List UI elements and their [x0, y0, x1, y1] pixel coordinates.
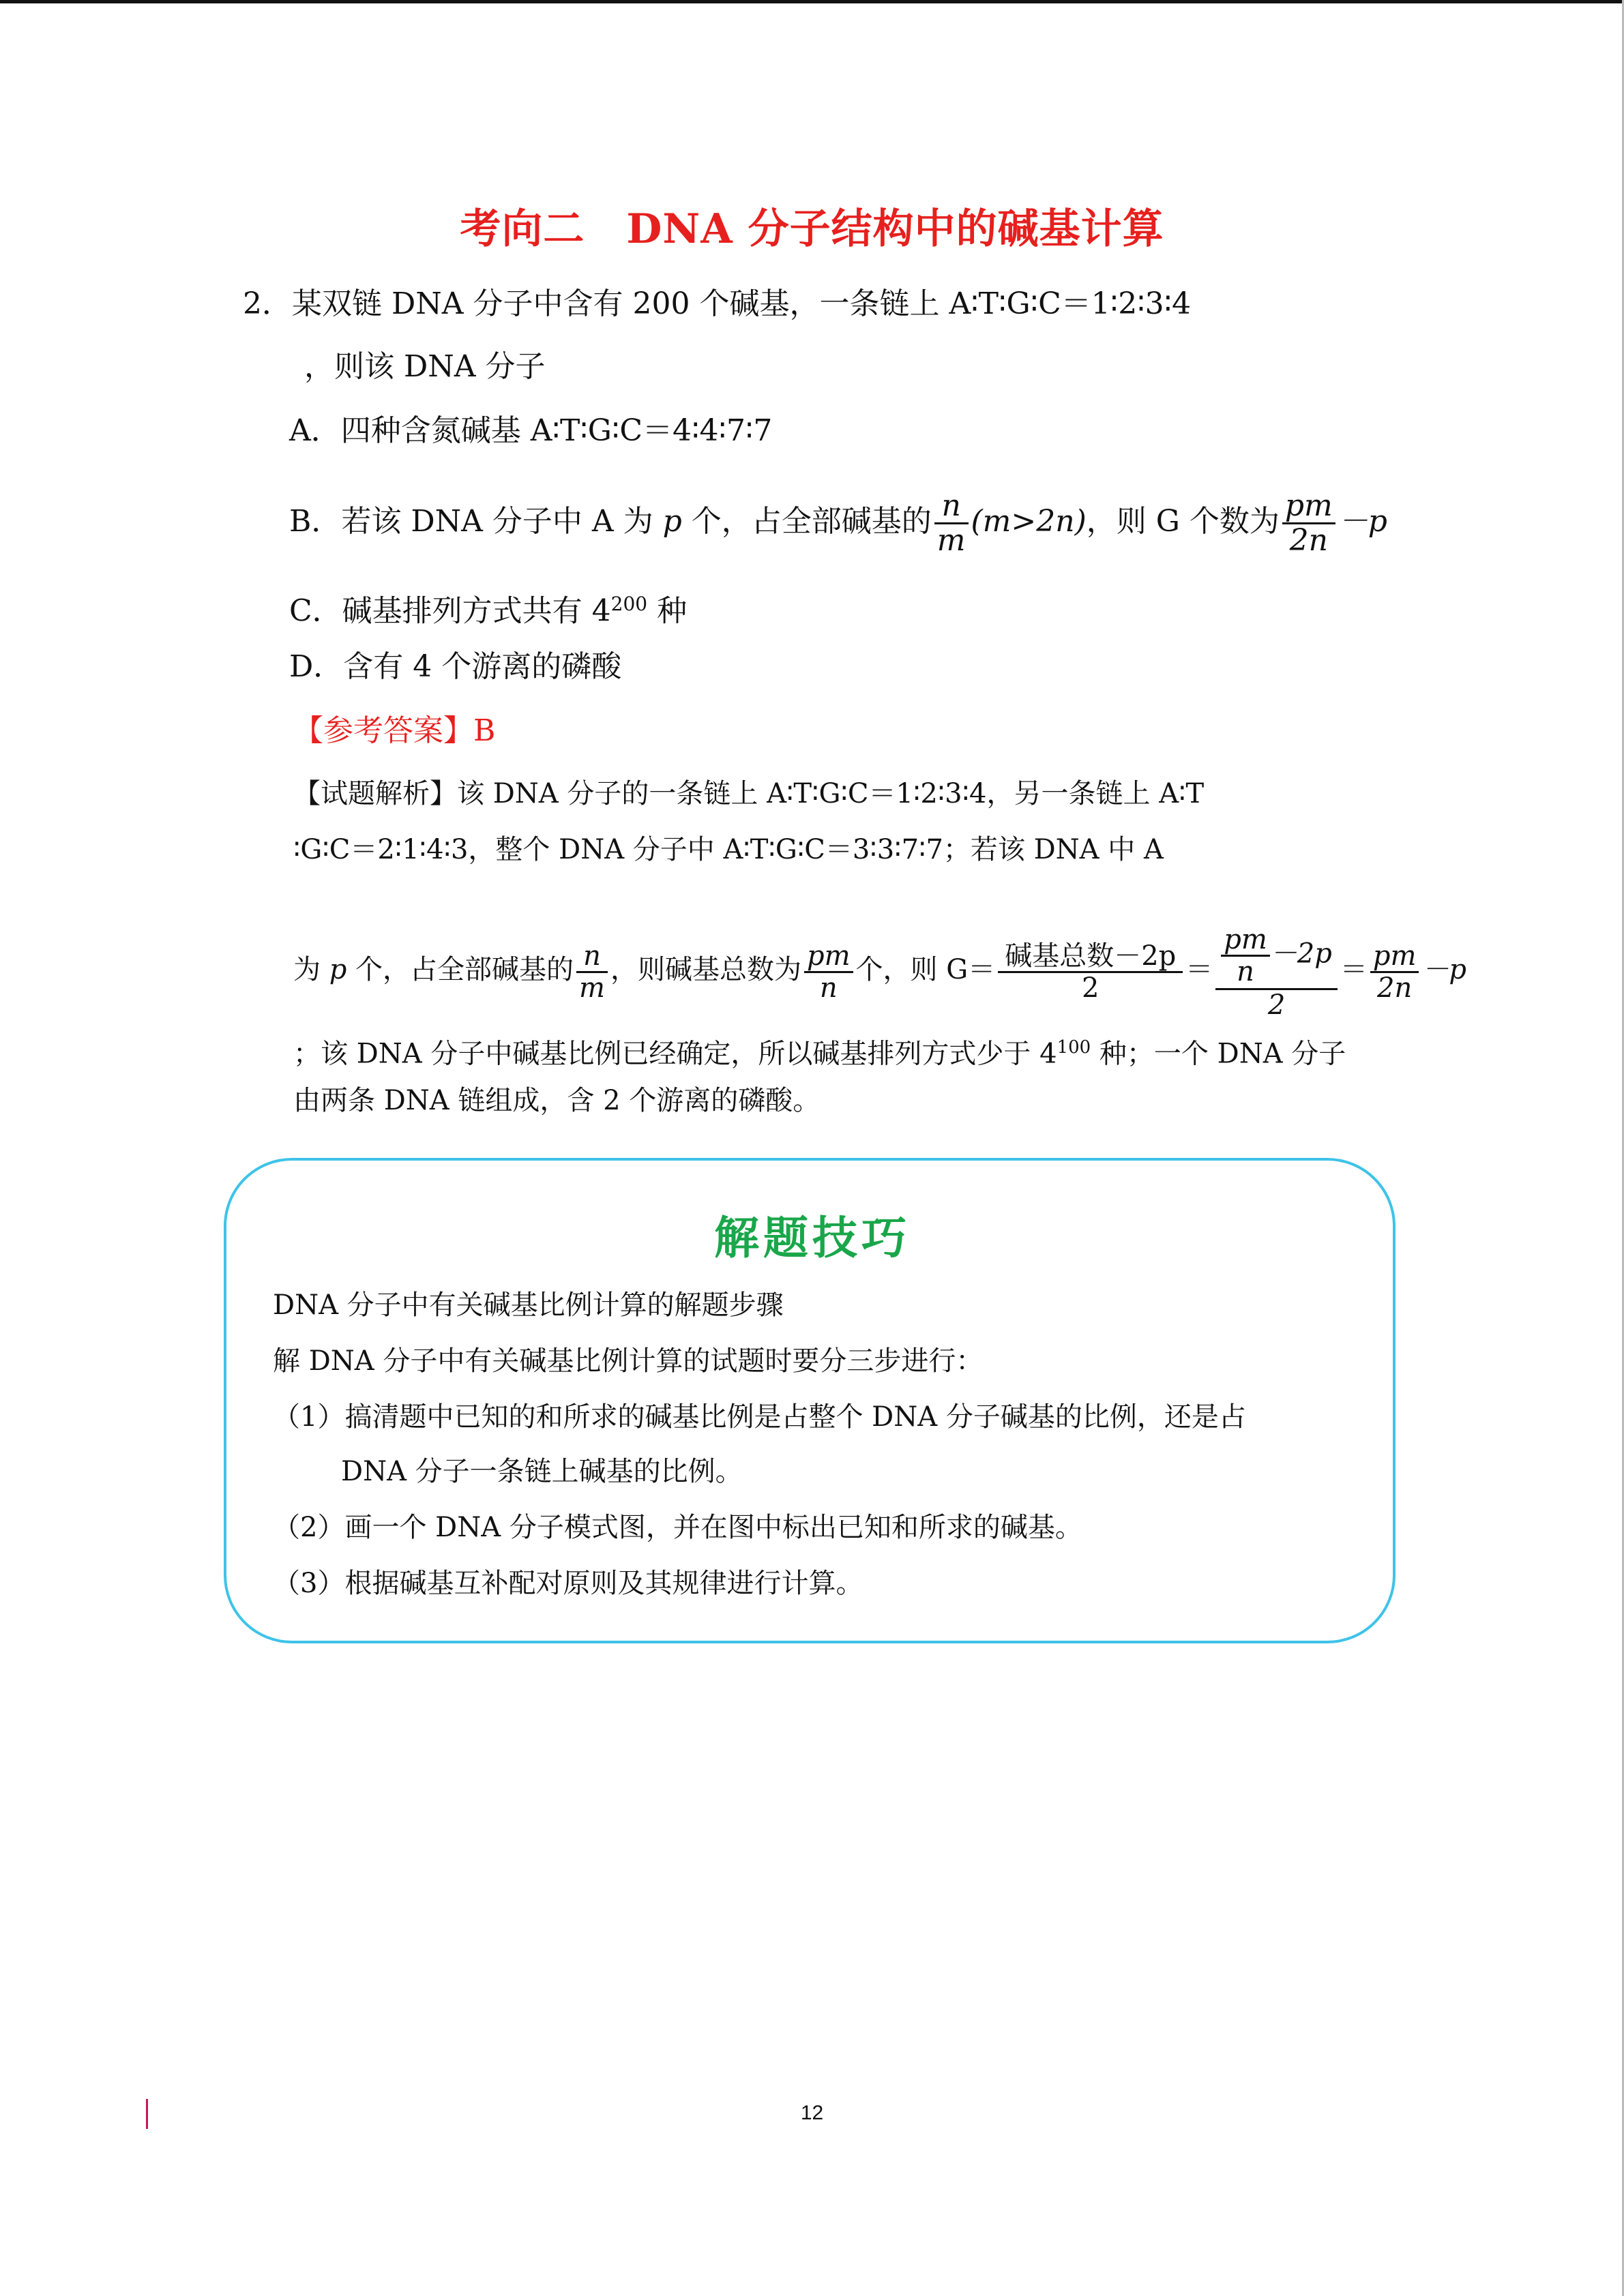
option-b-fraction2-den: 2n: [1289, 523, 1328, 558]
analysis-fraction5: [1370, 941, 1419, 1003]
question-stem-line2: ，则该 DNA 分子: [304, 349, 546, 384]
tips-box: [224, 1158, 1396, 1643]
analysis-fraction4-inner-den: n: [1237, 956, 1254, 987]
option-b-fraction-den: m: [936, 523, 966, 558]
page-number: 12: [800, 2102, 824, 2124]
tips-step3: （3）根据碱基互补配对原则及其规律进行计算。: [273, 1568, 863, 1599]
option-b-pre: B．若该 DNA 分子中 A 为: [289, 504, 663, 539]
analysis-line2: ∶G∶C＝2∶1∶4∶3，整个 DNA 分子中 A∶T∶G∶C＝3∶3∶7∶7；若该 DNA 中 A: [293, 834, 1164, 865]
analysis-line3-pre: 为: [293, 954, 329, 985]
analysis-line3-c: 个，则 G＝: [855, 954, 996, 985]
tips-line1: DNA 分子中有关碱基比例计算的解题步骤: [273, 1289, 784, 1321]
analysis-fraction2: [804, 941, 853, 1003]
analysis-line5: 由两条 DNA 链组成，含 2 个游离的磷酸。: [293, 1085, 821, 1116]
section-heading: 考向二 DNA 分子结构中的碱基计算: [460, 205, 1164, 253]
analysis-line4-pre: ；该 DNA 分子中碱基比例已经确定，所以碱基排列方式少于 4: [293, 1038, 1057, 1070]
tips-step1a: （1）搞清题中已知的和所求的碱基比例是占整个 DNA 分子碱基的比例，还是占: [273, 1401, 1246, 1433]
analysis-line4: [293, 1027, 1346, 1074]
analysis-fraction3: [998, 941, 1183, 1003]
tips-step1b: DNA 分子一条链上碱基的比例。: [341, 1456, 743, 1487]
option-b: [289, 477, 1387, 566]
analysis-fraction1-num: n: [576, 941, 608, 973]
analysis-fraction3-num: 碱基总数－2p: [998, 941, 1183, 973]
analysis-line1: 【试题解析】该 DNA 分子的一条链上 A∶T∶G∶C＝1∶2∶3∶4，另一条链上 A∶T: [293, 778, 1205, 809]
analysis-fraction2-den: n: [819, 972, 838, 1004]
analysis-line4-sup: 100: [1057, 1037, 1091, 1058]
option-b-condition: (m>2n): [971, 504, 1087, 539]
analysis-fraction1: [576, 941, 608, 1003]
analysis-fraction4-tail: －2p: [1269, 938, 1332, 970]
option-c-post: 种: [647, 593, 688, 629]
answer: 【参考答案】B: [293, 713, 496, 748]
analysis-line3-a: 个，占全部碱基的: [346, 954, 574, 985]
tips-line2: 解 DNA 分子中有关碱基比例计算的试题时要分三步进行：: [273, 1345, 984, 1377]
analysis-fraction4: [1215, 923, 1338, 1020]
tips-step2: （2）画一个 DNA 分子模式图，并在图中标出已知和所求的碱基。: [273, 1512, 1082, 1543]
analysis-fraction5-num: pm: [1370, 941, 1419, 973]
analysis-fraction2-num: pm: [804, 941, 853, 973]
option-a: A．四种含氮碱基 A∶T∶G∶C＝4∶4∶7∶7: [289, 413, 773, 448]
option-b-then: ，则 G 个数为: [1086, 504, 1280, 539]
option-b-p: p: [662, 504, 682, 539]
analysis-fraction1-den: m: [579, 972, 605, 1004]
analysis-equals1: ＝: [1185, 954, 1213, 985]
option-b-mid: 个，占全部碱基的: [681, 504, 932, 539]
analysis-fraction4-num: [1215, 923, 1338, 990]
analysis-equals2: ＝: [1340, 954, 1368, 985]
tips-title: 解题技巧: [714, 1211, 911, 1264]
option-c-pre: C．碱基排列方式共有 4: [289, 593, 611, 629]
option-b-fraction: [934, 490, 969, 557]
analysis-fraction5-den: 2n: [1377, 972, 1413, 1004]
analysis-line4-post: 种；一个 DNA 分子: [1091, 1038, 1346, 1070]
analysis-tail: －p: [1421, 954, 1467, 985]
option-c: [289, 584, 687, 632]
analysis-fraction4-den: 2: [1267, 989, 1286, 1021]
option-c-sup: 200: [610, 593, 648, 615]
question-stem-line1: 2．某双链 DNA 分子中含有 200 个碱基，一条链上 A∶T∶G∶C＝1∶2∶3∶4: [243, 286, 1192, 321]
option-b-fraction2-num: pm: [1282, 490, 1335, 524]
option-b-fraction-num: n: [934, 490, 969, 524]
analysis-fraction4-inner: [1221, 925, 1270, 987]
analysis-p: p: [329, 954, 347, 985]
analysis-fraction3-den: 2: [1082, 972, 1099, 1004]
option-b-tail: －p: [1338, 504, 1387, 539]
option-b-fraction2: [1282, 490, 1335, 557]
option-d: D．含有 4 个游离的磷酸: [289, 649, 622, 684]
analysis-fraction4-inner-num: pm: [1221, 925, 1270, 957]
analysis-line3-b: ，则碱基总数为: [610, 954, 801, 985]
